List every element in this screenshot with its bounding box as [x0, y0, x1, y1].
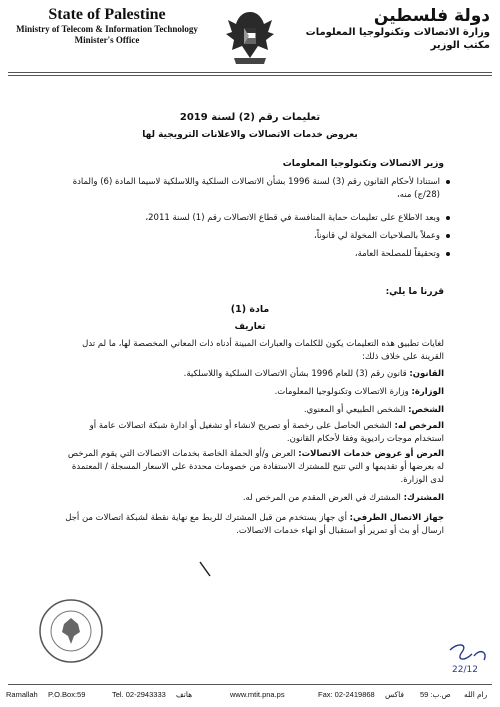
preamble-item	[60, 248, 440, 261]
definitions-intro: لغايات تطبيق هذه التعليمات يكون للكلمات والعبارات المبينة أدناه ذات المعاني المخصصة لها، ما لم تدل القرينة على خلاف ذلك:	[82, 339, 444, 362]
footer-tel: Tel. 02-2943333	[112, 690, 166, 699]
definition-term: المرخص له:	[394, 421, 444, 431]
definition-term: جهاز الاتصال الطرفي:	[349, 513, 444, 523]
definition-text: الشخص الحاصل على رخصة أو تصريح لانشاء أو تشغيل أو ادارة شبكة اتصالات عامة أو استخدام موجات راديوية وفقا لأحكام القانون.	[89, 421, 444, 444]
definition-term: العرض أو عروض خدمات الاتصالات:	[298, 449, 444, 459]
preamble-text: وتحقيقاً للمصلحة العامة،	[354, 249, 440, 259]
definition-term: القانون:	[409, 369, 444, 379]
bullet-icon	[446, 180, 450, 184]
official-stamp	[38, 598, 104, 664]
bullet-icon	[446, 216, 450, 220]
english-country-title: State of Palestine	[48, 6, 166, 23]
preamble-item	[60, 230, 440, 243]
definition-item	[64, 448, 444, 487]
footer-web[interactable]: www.mtit.pna.ps	[230, 690, 285, 699]
arabic-ministry-name: وزارة الاتصالات وتكنولوجيا المعلومات	[305, 27, 490, 38]
definition-term: الوزارة:	[411, 387, 444, 397]
definition-item	[64, 420, 444, 446]
header-divider-thin	[8, 75, 492, 76]
bullet-icon	[446, 234, 450, 238]
handwritten-date	[444, 638, 494, 678]
preamble-text: استنادا لأحكام القانون رقم (3) لسنة 1996 بشأن الاتصالات السلكية واللاسلكية لاسيما المادة (6) والمادة (28/ج) منه،	[72, 177, 440, 200]
definition-text: العرض و/أو الحملة الخاصة بخدمات الاتصالات التي يقوم المرخص له بعرضها أو تقديمها و التي تتيح للمشترك الاستفادة من خصومات محددة على الاسعار المسجلة / المعتمدة لدى الوزارة.	[67, 449, 444, 485]
definition-term: المشترك:	[403, 493, 444, 503]
definition-item	[64, 404, 444, 417]
footer-fax-ar: فاكس	[385, 690, 405, 699]
issuer-line: وزير الاتصالات وتكنولوجيا المعلومات	[282, 159, 444, 169]
footer	[0, 688, 500, 706]
english-ministry-name: Ministry of Telecom & Information Technology	[16, 24, 198, 34]
footer-pobox: P.O.Box:59	[48, 690, 86, 699]
preamble-text: وعملاً بالصلاحيات المخولة لي قانوناً،	[313, 231, 440, 241]
definition-item	[64, 368, 444, 381]
decision-line: قررنا ما يلي:	[385, 287, 444, 297]
arabic-office-name: مكتب الوزير	[430, 40, 490, 51]
definition-item	[64, 386, 444, 399]
svg-text:22/12: 22/12	[452, 665, 478, 675]
english-office-name: Minister's Office	[74, 35, 140, 45]
definition-term: الشخص:	[408, 405, 444, 415]
english-letterhead	[12, 6, 202, 46]
preamble-text: وبعد الاطلاع على تعليمات حماية المنافسة في قطاع الاتصالات رقم (1) لسنة 2011،	[145, 213, 440, 223]
definition-text: المشترك في العرض المقدم من المرخص له.	[242, 493, 404, 503]
document-title: تعليمات رقم (2) لسنة 2019	[179, 112, 321, 123]
article-title: مادة (1)	[230, 304, 270, 315]
definition-text: الشخص الطبيعي أو المعنوي.	[303, 405, 409, 415]
document-subtitle: بعروض خدمات الاتصالات والاعلانات الترويجية لها	[142, 130, 358, 140]
arabic-country-title: دولة فلسطين	[373, 6, 490, 26]
footer-city-ar: رام الله	[464, 690, 488, 699]
header-divider	[8, 72, 492, 73]
definition-item	[64, 512, 444, 538]
arabic-letterhead	[300, 6, 490, 52]
bullet-icon	[446, 252, 450, 256]
definition-text: قانون رقم (3) للعام 1996 بشأن الاتصالات السلكية واللاسلكية.	[183, 369, 410, 379]
preamble-item	[60, 176, 440, 202]
footer-pobox-ar: ص.ب: 59	[420, 690, 451, 699]
preamble-item	[60, 212, 440, 225]
palestine-emblem-icon	[220, 6, 280, 68]
pen-mark	[196, 560, 216, 580]
footer-fax: Fax: 02-2419868	[318, 690, 375, 699]
footer-divider	[8, 684, 492, 685]
definition-text: أي جهاز يستخدم من قبل المشترك للربط مع نهاية نقطة لشبكة اتصالات من أجل ارسال أو بث أو تمرير أو استقبال أو انهاء خدمات الاتصالات.	[65, 513, 444, 536]
footer-tel-ar: هاتف	[176, 690, 193, 699]
footer-city: Ramallah	[6, 690, 38, 699]
article-heading: تعاريف	[234, 322, 266, 332]
definition-text: وزارة الاتصالات وتكنولوجيا المعلومات.	[274, 387, 412, 397]
definition-item	[64, 492, 444, 505]
